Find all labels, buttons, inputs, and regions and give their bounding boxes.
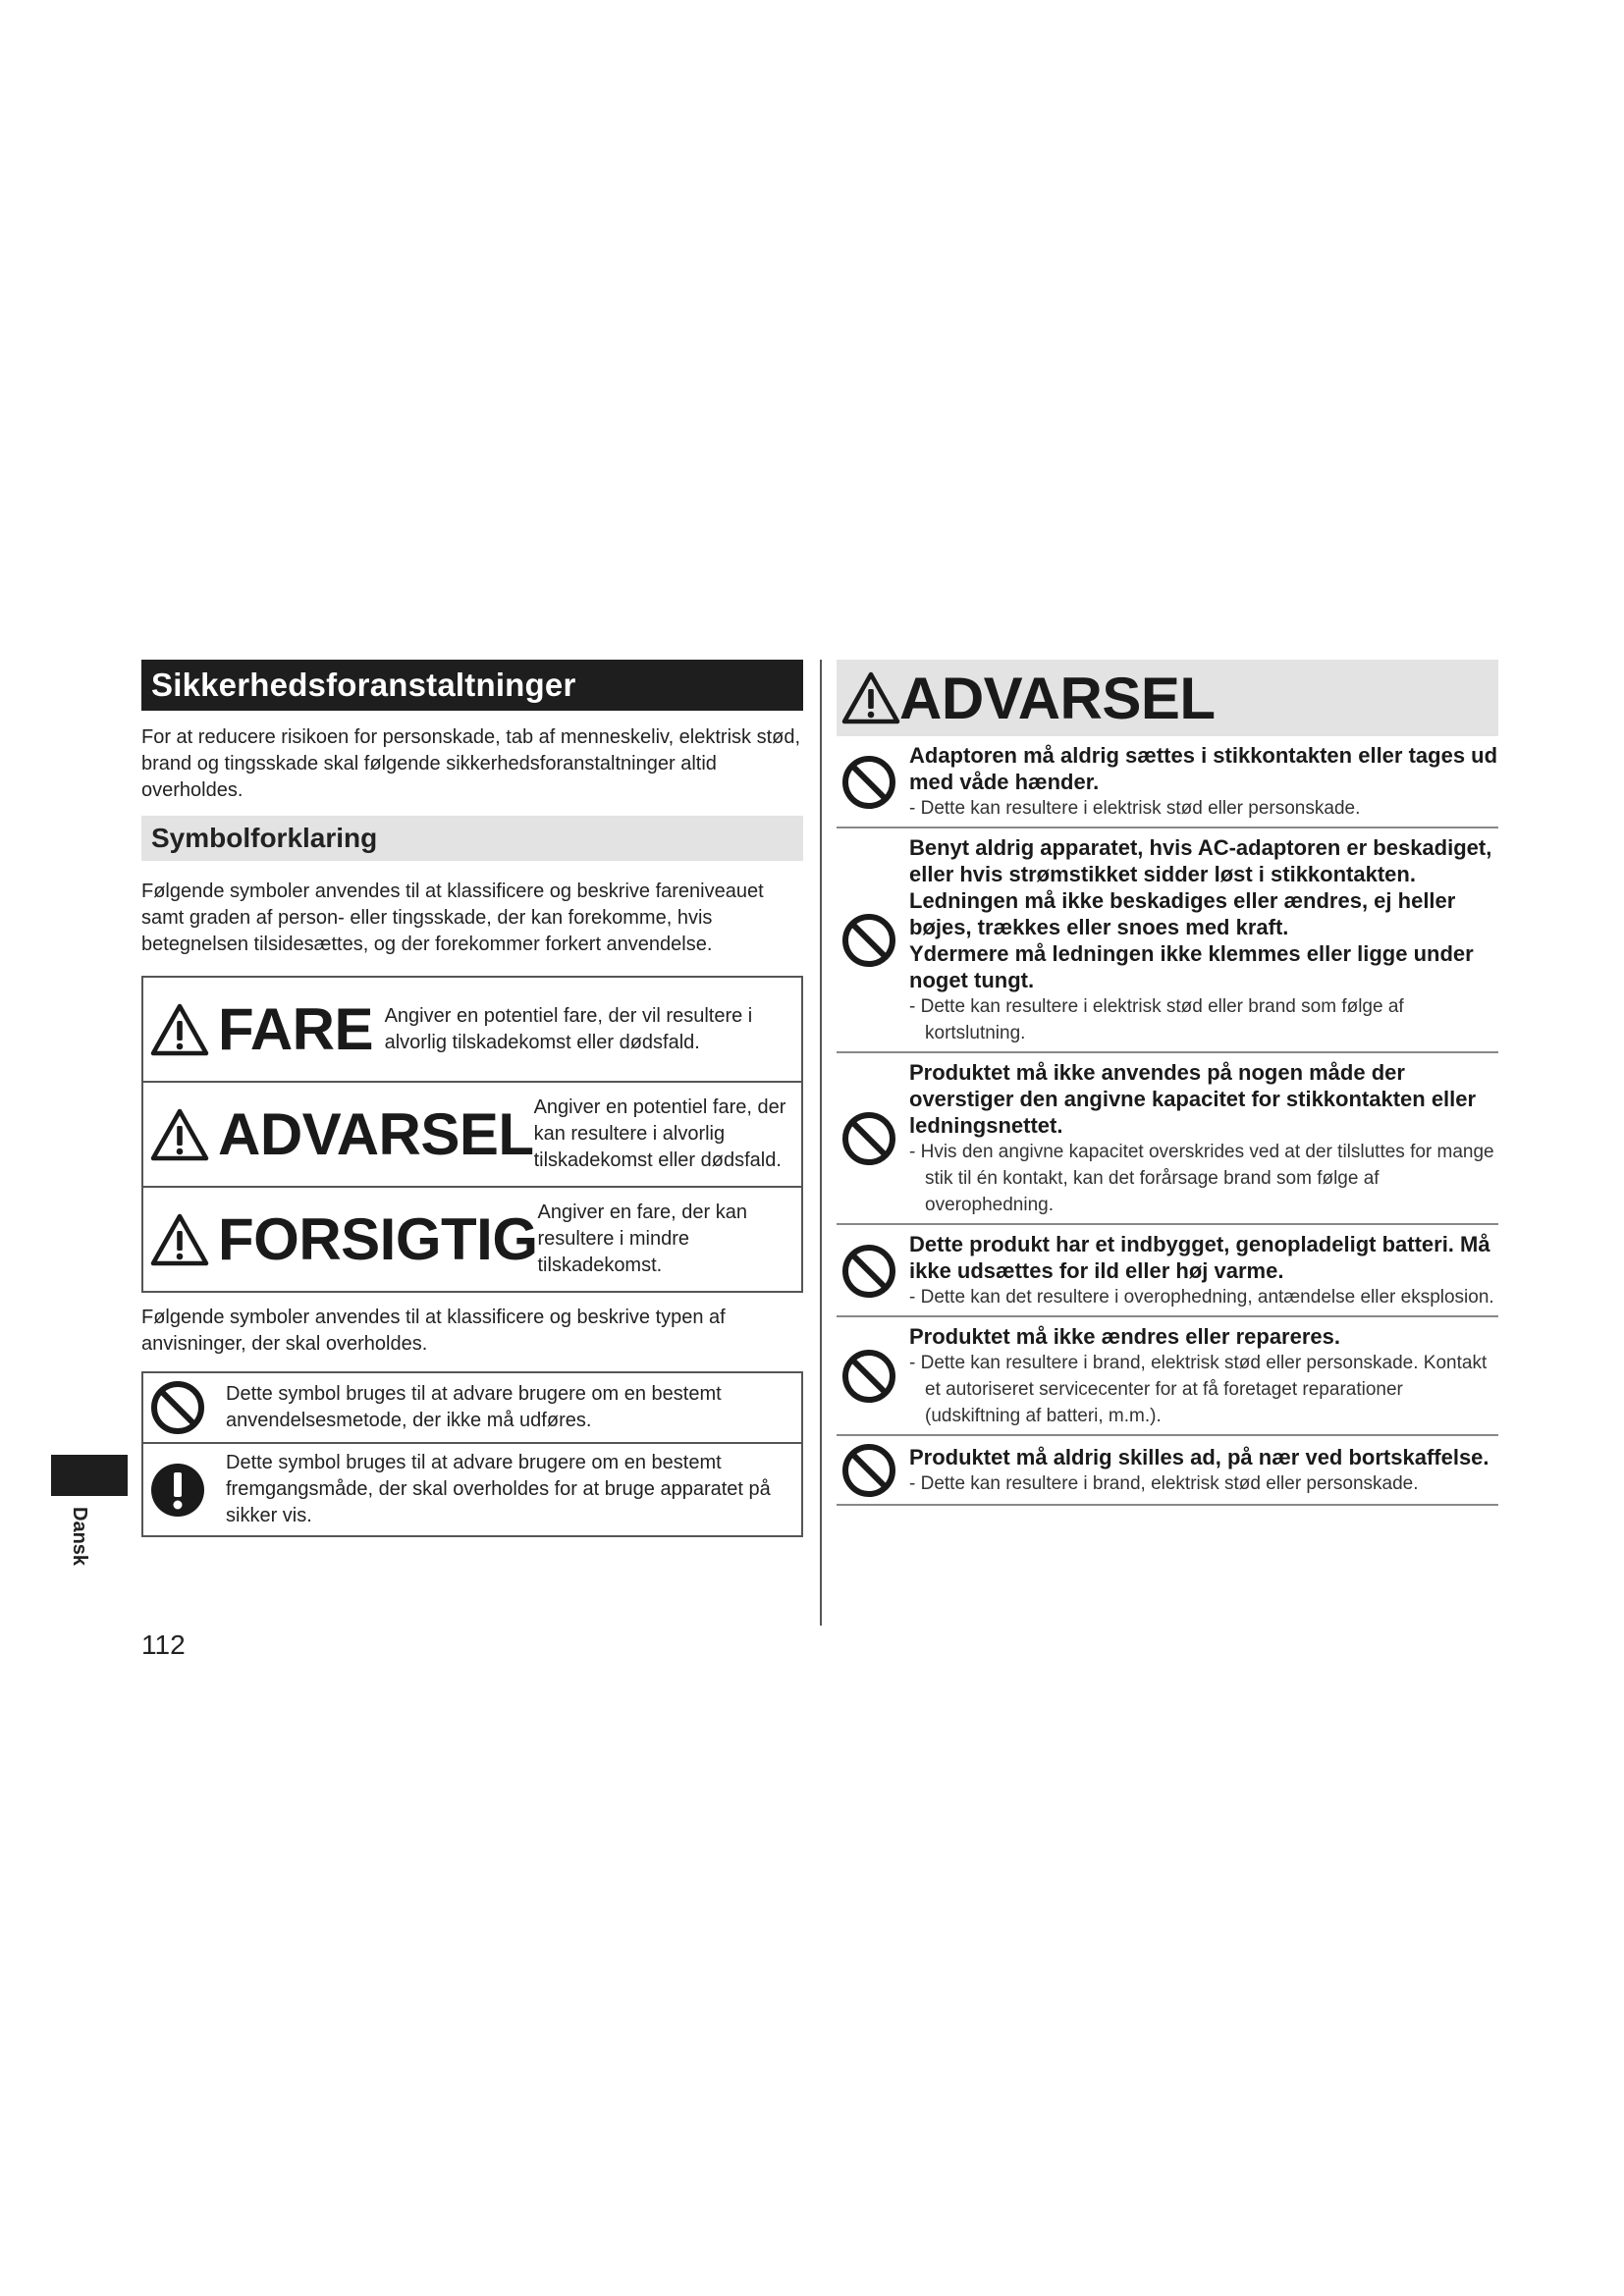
warning-triangle-icon <box>149 1002 210 1057</box>
warning-note: - Dette kan det resultere i overophedning, antændelse eller eksplosion. <box>909 1287 1494 1308</box>
warning-title: ADVARSEL <box>899 665 1216 731</box>
warning-text: Dette produkt har et indbygget, genopladeligt batteri. Må ikke udsættes for ild eller høj varme. <box>909 1232 1490 1283</box>
warning-item <box>837 1225 1498 1317</box>
instruction-row-prohibition <box>143 1373 801 1442</box>
mandatory-icon <box>149 1462 206 1519</box>
hazard-description: Angiver en fare, der kan resultere i mindre tilskadekomst. <box>537 1201 747 1276</box>
warning-text: Ledningen må ikke beskadiges eller ændres, ej heller bøjes, trækkes eller snoes med kraft. <box>909 888 1456 939</box>
warning-note: - Dette kan resultere i brand, elektrisk stød eller personskade. Kontakt et autoriseret servicecenter for at få foretaget reparationer (udskiftning af batteri, m.m.). <box>909 1353 1488 1426</box>
warning-item <box>837 1317 1498 1436</box>
prohibition-icon <box>149 1379 206 1436</box>
warning-text: Ydermere må ledningen ikke klemmes eller ligge under noget tungt. <box>909 941 1474 992</box>
warning-item <box>837 1053 1498 1225</box>
column-divider <box>820 660 822 1626</box>
intro-paragraph: For at reducere risikoen for personskade, tab af menneskeliv, elektrisk stød, brand og tingsskade skal følgende sikkerhedsforanstaltninger altid overholdes. <box>141 726 801 801</box>
warning-triangle-icon <box>149 1212 210 1267</box>
hazard-word: FARE <box>218 996 374 1062</box>
prohibition-icon <box>840 1348 897 1405</box>
hazard-row-forsigtig <box>143 1186 801 1291</box>
instruction-row-mandatory <box>143 1442 801 1535</box>
section-title: Sikkerhedsforanstaltninger <box>141 660 803 711</box>
warning-text: Produktet må ikke anvendes på nogen måde der overstiger den angivne kapacitet for stikkontakten eller ledningsnettet. <box>909 1060 1477 1138</box>
warning-item <box>837 828 1498 1053</box>
hazard-row-fare <box>143 978 801 1081</box>
warning-note: - Dette kan resultere i elektrisk stød eller brand som følge af kortslutning. <box>909 996 1404 1043</box>
instruction-symbol-table <box>141 1371 803 1537</box>
page-number: 112 <box>141 1629 186 1660</box>
symbol-heading: Symbolforklaring <box>141 816 803 861</box>
warning-text: Produktet må ikke ændres eller repareres. <box>909 1324 1340 1349</box>
prohibition-icon <box>840 1442 897 1499</box>
hazard-row-advarsel <box>143 1081 801 1186</box>
warning-item <box>837 736 1498 828</box>
left-column <box>141 660 803 1537</box>
warning-header <box>837 660 1498 736</box>
prohibition-icon <box>840 754 897 811</box>
instruction-intro: Følgende symboler anvendes til at klassificere og beskrive typen af anvisninger, der skal overholdes. <box>141 1307 726 1355</box>
instruction-text: Dette symbol bruges til at advare brugere om en bestemt anvendelsesmetode, der ikke må udføres. <box>226 1383 722 1431</box>
warning-note: - Dette kan resultere i elektrisk stød eller personskade. <box>909 798 1361 819</box>
warning-text: Benyt aldrig apparatet, hvis AC-adaptoren er beskadiget, eller hvis strømstikket sidder løst i stikkontakten. <box>909 835 1492 886</box>
symbol-intro: Følgende symboler anvendes til at klassificere og beskrive fareniveauet samt graden af person- eller tingsskade, der kan forekomme, hvis betegnelsen tilsidesættes, og der forekommer forkert anvendelse. <box>141 881 764 955</box>
warning-text: Produktet må aldrig skilles ad, på nær ved bortskaffelse. <box>909 1445 1489 1469</box>
prohibition-icon <box>840 1243 897 1300</box>
warning-note: - Dette kan resultere i brand, elektrisk stød eller personskade. <box>909 1473 1419 1494</box>
language-tab-label: Dansk <box>69 1507 90 1567</box>
right-column <box>837 660 1498 1506</box>
instruction-text: Dette symbol bruges til at advare brugere om en bestemt fremgangsmåde, der skal overholdes for at bruge apparatet på sikker vis. <box>226 1452 771 1526</box>
hazard-word: ADVARSEL <box>218 1101 534 1167</box>
hazard-word: FORSIGTIG <box>218 1206 538 1272</box>
warning-item <box>837 1436 1498 1506</box>
warning-note: - Hvis den angivne kapacitet overskrides ved at der tilsluttes for mange stik til én kontakt, kan det forårsage brand som følge af overophedning. <box>909 1142 1494 1215</box>
warning-triangle-icon <box>840 669 901 726</box>
warning-triangle-icon <box>149 1107 210 1162</box>
language-tab-marker <box>51 1455 128 1496</box>
prohibition-icon <box>840 912 897 969</box>
warning-text: Adaptoren må aldrig sættes i stikkontakten eller tages ud med våde hænder. <box>909 743 1498 794</box>
hazard-level-table <box>141 976 803 1293</box>
prohibition-icon <box>840 1110 897 1167</box>
hazard-description: Angiver en potentiel fare, der vil resultere i alvorlig tilskadekomst eller dødsfald. <box>384 1004 753 1053</box>
hazard-description: Angiver en potentiel fare, der kan resultere i alvorlig tilskadekomst eller dødsfald. <box>533 1096 786 1171</box>
